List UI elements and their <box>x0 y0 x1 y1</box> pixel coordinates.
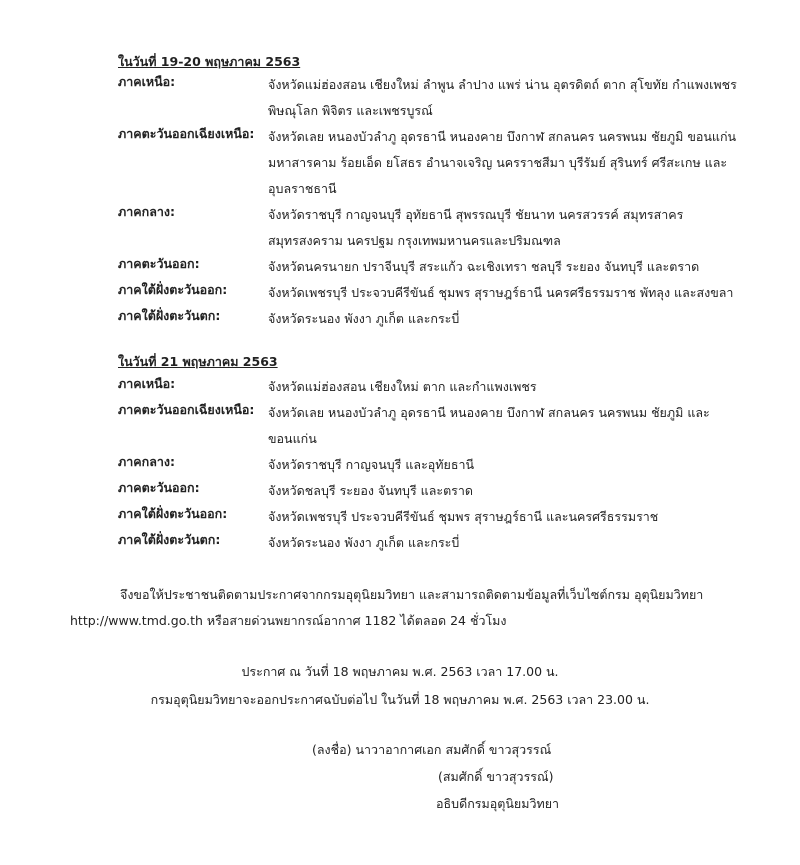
region-label: ภาคใต้ฝั่งตะวันตก: <box>118 308 221 323</box>
next-announcement: กรมอุตุนิยมวิทยาจะออกประกาศฉบับต่อไป ในวันที่ 18 พฤษภาคม พ.ศ. 2563 เวลา 23.00 น. <box>150 692 650 707</box>
section-title-21-may: ในวันที่ 21 พฤษภาคม 2563 <box>118 354 278 369</box>
region-label: ภาคกลาง: <box>118 454 175 469</box>
region-provinces: จังหวัดนครนายก ปราจีนบุรี สระแก้ว ฉะเชิงเทรา ชลบุรี ระยอง จันทบุรี และตราด <box>268 259 700 274</box>
region-label: ภาคตะวันออกเฉียงเหนือ: <box>118 126 255 141</box>
region-label: ภาคตะวันออก: <box>118 480 200 495</box>
region-label: ภาคใต้ฝั่งตะวันตก: <box>118 532 221 547</box>
region-label: ภาคกลาง: <box>118 204 175 219</box>
region-provinces: จังหวัดราชบุรี กาญจนบุรี และอุทัยธานี <box>268 457 475 472</box>
signature-line: (ลงชื่อ) นาวาอากาศเอก สมศักดิ์ ขาวสุวรรณ์ <box>312 742 552 757</box>
region-label: ภาคตะวันออกเฉียงเหนือ: <box>118 402 255 417</box>
region-label: ภาคตะวันออก: <box>118 256 200 271</box>
advice-paragraph <box>70 582 750 634</box>
region-provinces: จังหวัดเลย หนองบัวลำภู อุดรธานี หนองคาย บึงกาฬ สกลนคร นครพนม ชัยภูมิ ขอนแก่น มหาสารคาม ร้อยเอ็ด ยโสธร อำนาจเจริญ นครราชสีมา บุรีรัมย์ สุรินทร์ ศรีสะเกษ และอุบลราชธานี <box>268 129 737 196</box>
region-label: ภาคใต้ฝั่งตะวันออก: <box>118 282 228 297</box>
region-provinces: จังหวัดราชบุรี กาญจนบุรี อุทัยธานี สุพรรณบุรี ชัยนาท นครสวรรค์ สมุทรสาคร สมุทรสงคราม นครปฐม กรุงเทพมหานครและปริมณฑล <box>268 207 684 248</box>
advice-hotline-text: หรือสายด่วนพยากรณ์อากาศ 1182 ได้ตลอด 24 ชั่วโมง <box>206 613 507 628</box>
region-provinces: จังหวัดชลบุรี ระยอง จันทบุรี และตราด <box>268 483 474 498</box>
region-label: ภาคเหนือ: <box>118 74 176 89</box>
section-title-19-20-may: ในวันที่ 19-20 พฤษภาคม 2563 <box>118 54 301 69</box>
region-provinces: จังหวัดระนอง พังงา ภูเก็ต และกระบี่ <box>268 311 460 326</box>
issued-date: ประกาศ ณ วันที่ 18 พฤษภาคม พ.ศ. 2563 เวลา 17.00 น. <box>241 664 559 679</box>
region-label: ภาคใต้ฝั่งตะวันออก: <box>118 506 228 521</box>
region-label: ภาคเหนือ: <box>118 376 176 391</box>
region-provinces: จังหวัดเพชรบุรี ประจวบคีรีขันธ์ ชุมพร สุราษฎร์ธานี นครศรีธรรมราช พัทลุง และสงขลา <box>268 285 734 300</box>
signatory-name: (สมศักดิ์ ขาวสุวรรณ์) <box>438 769 554 784</box>
signatory-position: อธิบดีกรมอุตุนิยมวิทยา <box>436 796 560 811</box>
tmd-website-link[interactable]: http://www.tmd.go.th <box>70 613 203 628</box>
advice-text: จึงขอให้ประชาชนติดตามประกาศจากกรมอุตุนิยมวิทยา และสามารถติดตามข้อมูลที่เว็บไซต์กรม อุตุนิยมวิทยา <box>120 587 704 602</box>
region-provinces: จังหวัดแม่ฮ่องสอน เชียงใหม่ ตาก และกำแพงเพชร <box>268 379 537 394</box>
region-provinces: จังหวัดแม่ฮ่องสอน เชียงใหม่ ลำพูน ลำปาง แพร่ น่าน อุตรดิตถ์ ตาก สุโขทัย กำแพงเพชร พิษณุโลก พิจิตร และเพชรบูรณ์ <box>268 77 737 118</box>
region-provinces: จังหวัดเลย หนองบัวลำภู อุดรธานี หนองคาย บึงกาฬ สกลนคร นครพนม ชัยภูมิ และขอนแก่น <box>268 405 710 446</box>
region-provinces: จังหวัดระนอง พังงา ภูเก็ต และกระบี่ <box>268 535 460 550</box>
region-provinces: จังหวัดเพชรบุรี ประจวบคีรีขันธ์ ชุมพร สุราษฎร์ธานี และนครศรีธรรมราช <box>268 509 659 524</box>
